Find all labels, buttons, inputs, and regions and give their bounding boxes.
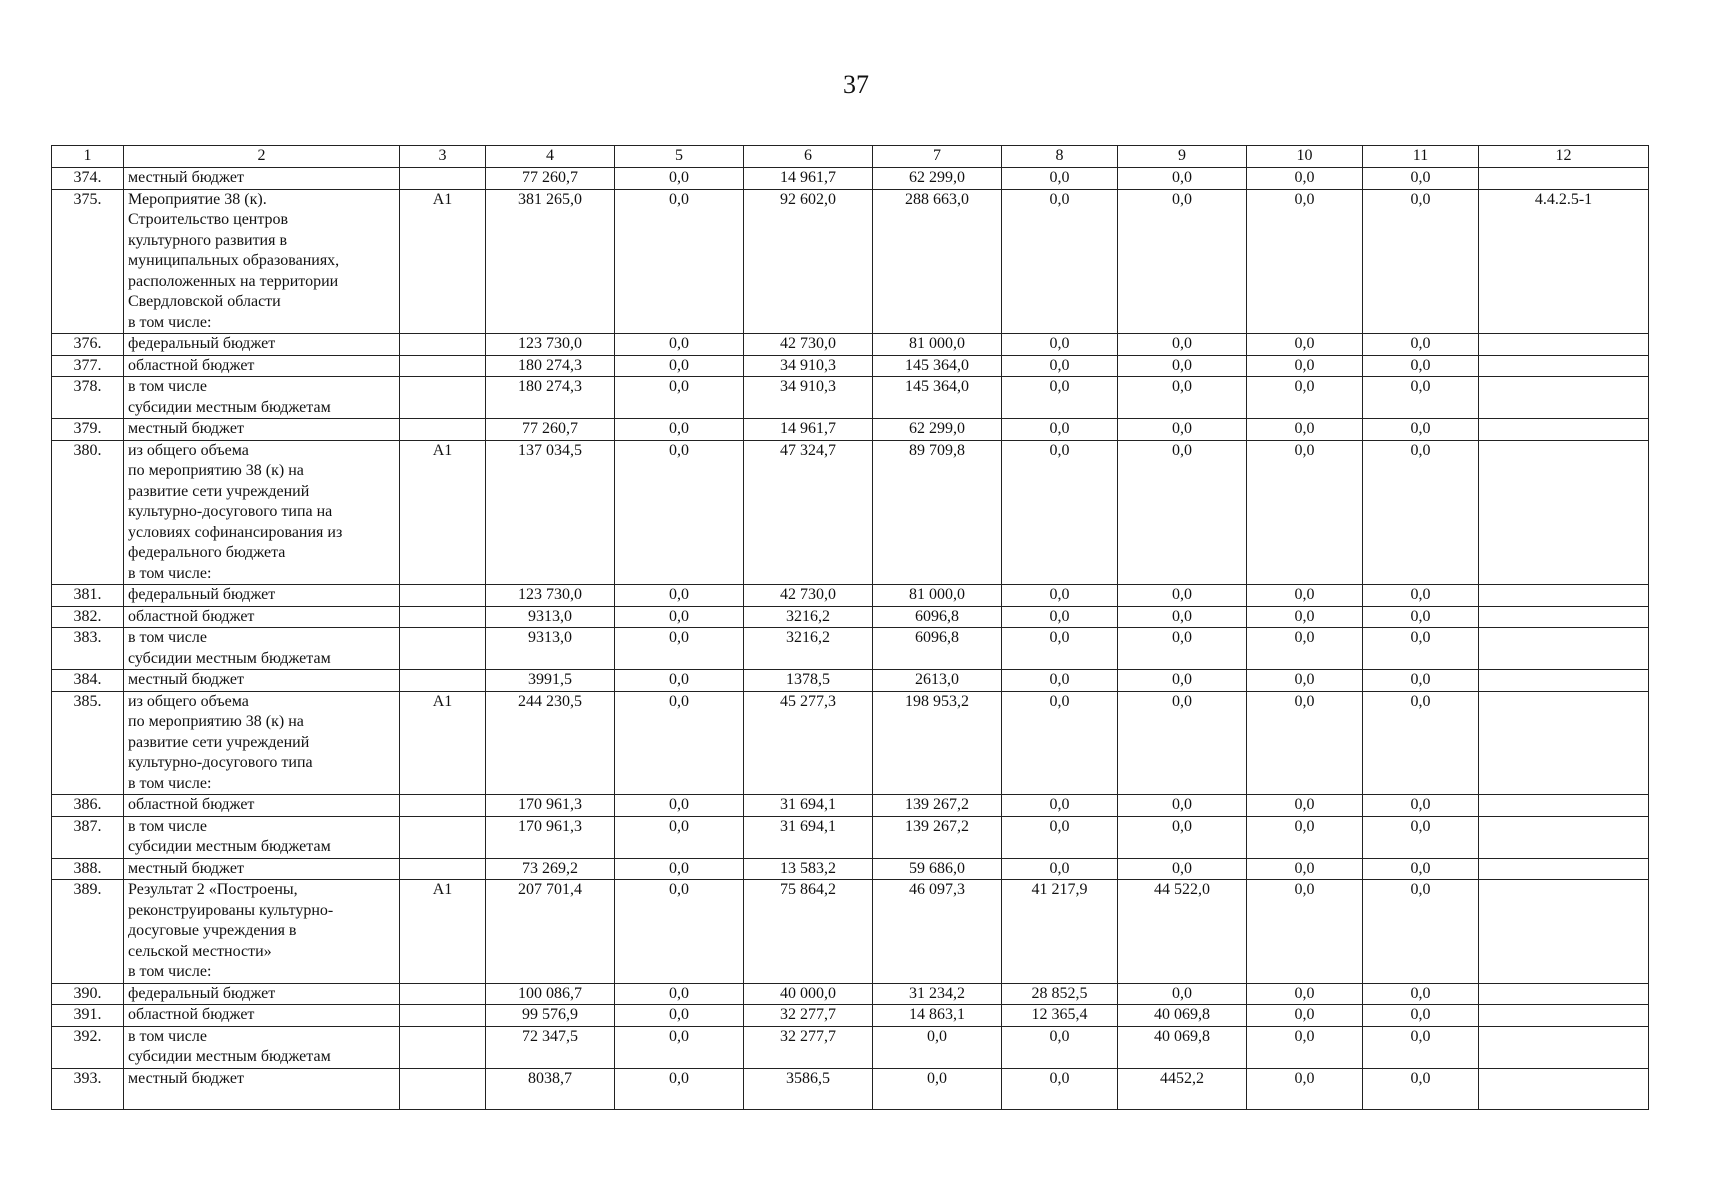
amount-cell: 145 364,0: [873, 355, 1002, 377]
amount-cell: 77 260,7: [486, 168, 615, 190]
item-name-cell: местный бюджет: [124, 168, 400, 190]
amount-cell: 0,0: [1002, 795, 1118, 817]
amount-cell: 0,0: [1247, 168, 1363, 190]
amount-cell: 0,0: [1118, 189, 1247, 334]
target-reference-cell: [1479, 983, 1649, 1005]
row-number-cell: 387.: [52, 816, 124, 858]
item-name-cell: в том числе субсидии местным бюджетам: [124, 816, 400, 858]
amount-cell: 0,0: [1118, 691, 1247, 795]
amount-cell: 31 234,2: [873, 983, 1002, 1005]
amount-cell: 0,0: [615, 419, 744, 441]
row-number-cell: 385.: [52, 691, 124, 795]
column-header: 5: [615, 146, 744, 168]
column-number-row: [52, 146, 1649, 168]
row-number-cell: 382.: [52, 606, 124, 628]
funding-code-cell: А1: [400, 440, 486, 585]
funding-code-cell: А1: [400, 880, 486, 984]
row-number-cell: 393.: [52, 1068, 124, 1109]
item-name-cell: местный бюджет: [124, 1068, 400, 1109]
amount-cell: 0,0: [1363, 691, 1479, 795]
target-reference-cell: [1479, 585, 1649, 607]
amount-cell: 31 694,1: [744, 816, 873, 858]
table-row: [52, 858, 1649, 880]
column-header: 7: [873, 146, 1002, 168]
target-reference-cell: [1479, 419, 1649, 441]
amount-cell: 207 701,4: [486, 880, 615, 984]
amount-cell: 41 217,9: [1002, 880, 1118, 984]
amount-cell: 0,0: [615, 858, 744, 880]
amount-cell: 0,0: [1247, 1026, 1363, 1068]
amount-cell: 381 265,0: [486, 189, 615, 334]
row-number-cell: 391.: [52, 1005, 124, 1027]
amount-cell: 145 364,0: [873, 377, 1002, 419]
amount-cell: 0,0: [1002, 168, 1118, 190]
amount-cell: 0,0: [1002, 189, 1118, 334]
item-name-cell: федеральный бюджет: [124, 334, 400, 356]
amount-cell: 0,0: [615, 1005, 744, 1027]
row-number-cell: 383.: [52, 628, 124, 670]
amount-cell: 0,0: [615, 355, 744, 377]
amount-cell: 13 583,2: [744, 858, 873, 880]
target-reference-cell: [1479, 670, 1649, 692]
amount-cell: 3586,5: [744, 1068, 873, 1109]
table-row: [52, 691, 1649, 795]
amount-cell: 1378,5: [744, 670, 873, 692]
column-header: 4: [486, 146, 615, 168]
row-number-cell: 375.: [52, 189, 124, 334]
item-name-cell: местный бюджет: [124, 419, 400, 441]
column-header: 2: [124, 146, 400, 168]
amount-cell: 0,0: [1363, 795, 1479, 817]
amount-cell: 45 277,3: [744, 691, 873, 795]
row-number-cell: 381.: [52, 585, 124, 607]
amount-cell: 0,0: [1118, 795, 1247, 817]
amount-cell: 73 269,2: [486, 858, 615, 880]
item-name-cell: федеральный бюджет: [124, 983, 400, 1005]
amount-cell: 0,0: [615, 795, 744, 817]
amount-cell: 92 602,0: [744, 189, 873, 334]
column-header: 9: [1118, 146, 1247, 168]
amount-cell: 6096,8: [873, 606, 1002, 628]
amount-cell: 0,0: [1002, 334, 1118, 356]
amount-cell: 0,0: [1118, 858, 1247, 880]
amount-cell: 34 910,3: [744, 355, 873, 377]
amount-cell: 47 324,7: [744, 440, 873, 585]
amount-cell: 139 267,2: [873, 795, 1002, 817]
amount-cell: 0,0: [1363, 419, 1479, 441]
amount-cell: 0,0: [1118, 983, 1247, 1005]
amount-cell: 0,0: [1363, 628, 1479, 670]
target-reference-cell: [1479, 355, 1649, 377]
table-row: [52, 670, 1649, 692]
amount-cell: 0,0: [1247, 1005, 1363, 1027]
amount-cell: 32 277,7: [744, 1005, 873, 1027]
target-reference-cell: [1479, 858, 1649, 880]
amount-cell: 2613,0: [873, 670, 1002, 692]
table-row: [52, 880, 1649, 984]
amount-cell: 0,0: [1118, 168, 1247, 190]
amount-cell: 0,0: [1247, 691, 1363, 795]
row-number-cell: 388.: [52, 858, 124, 880]
amount-cell: 0,0: [615, 377, 744, 419]
amount-cell: 0,0: [1363, 880, 1479, 984]
amount-cell: 62 299,0: [873, 419, 1002, 441]
amount-cell: 0,0: [1247, 334, 1363, 356]
table-row: [52, 440, 1649, 585]
funding-code-cell: [400, 628, 486, 670]
amount-cell: 244 230,5: [486, 691, 615, 795]
column-header: 12: [1479, 146, 1649, 168]
amount-cell: 99 576,9: [486, 1005, 615, 1027]
amount-cell: 81 000,0: [873, 334, 1002, 356]
amount-cell: 12 365,4: [1002, 1005, 1118, 1027]
column-header: 11: [1363, 146, 1479, 168]
amount-cell: 0,0: [1118, 606, 1247, 628]
item-name-cell: в том числе субсидии местным бюджетам: [124, 628, 400, 670]
amount-cell: 0,0: [1363, 858, 1479, 880]
table-row: [52, 1068, 1649, 1109]
funding-code-cell: [400, 1026, 486, 1068]
amount-cell: 170 961,3: [486, 816, 615, 858]
amount-cell: 0,0: [1002, 670, 1118, 692]
amount-cell: 123 730,0: [486, 334, 615, 356]
amount-cell: 100 086,7: [486, 983, 615, 1005]
item-name-cell: областной бюджет: [124, 1005, 400, 1027]
amount-cell: 0,0: [615, 189, 744, 334]
amount-cell: 9313,0: [486, 628, 615, 670]
item-name-cell: местный бюджет: [124, 858, 400, 880]
funding-code-cell: [400, 670, 486, 692]
funding-code-cell: А1: [400, 189, 486, 334]
table-row: [52, 419, 1649, 441]
row-number-cell: 377.: [52, 355, 124, 377]
item-name-cell: местный бюджет: [124, 670, 400, 692]
amount-cell: 0,0: [615, 880, 744, 984]
target-reference-cell: [1479, 1026, 1649, 1068]
amount-cell: 288 663,0: [873, 189, 1002, 334]
funding-code-cell: [400, 419, 486, 441]
page-number: 37: [843, 70, 869, 99]
row-number-cell: 386.: [52, 795, 124, 817]
amount-cell: 0,0: [1247, 606, 1363, 628]
amount-cell: 14 961,7: [744, 419, 873, 441]
amount-cell: 0,0: [1002, 816, 1118, 858]
amount-cell: 0,0: [615, 606, 744, 628]
target-reference-cell: [1479, 816, 1649, 858]
amount-cell: 180 274,3: [486, 355, 615, 377]
amount-cell: 139 267,2: [873, 816, 1002, 858]
budget-table: [51, 145, 1649, 1110]
amount-cell: 0,0: [1363, 816, 1479, 858]
amount-cell: 0,0: [1118, 585, 1247, 607]
amount-cell: 0,0: [1247, 628, 1363, 670]
amount-cell: 0,0: [1118, 440, 1247, 585]
amount-cell: 0,0: [1247, 983, 1363, 1005]
row-number-cell: 392.: [52, 1026, 124, 1068]
column-header: 1: [52, 146, 124, 168]
funding-code-cell: [400, 355, 486, 377]
amount-cell: 42 730,0: [744, 334, 873, 356]
table-row: [52, 816, 1649, 858]
amount-cell: 72 347,5: [486, 1026, 615, 1068]
amount-cell: 0,0: [1247, 585, 1363, 607]
funding-code-cell: [400, 1005, 486, 1027]
target-reference-cell: 4.4.2.5-1: [1479, 189, 1649, 334]
amount-cell: 0,0: [615, 670, 744, 692]
amount-cell: 0,0: [1363, 1005, 1479, 1027]
target-reference-cell: [1479, 334, 1649, 356]
table-row: [52, 334, 1649, 356]
row-number-cell: 378.: [52, 377, 124, 419]
item-name-cell: из общего объема по мероприятию 38 (к) на развитие сети учреждений культурно-досугового типа на условиях софинансирования из федерального бюджета в том числе:: [124, 440, 400, 585]
amount-cell: 0,0: [615, 585, 744, 607]
target-reference-cell: [1479, 377, 1649, 419]
amount-cell: 0,0: [1247, 419, 1363, 441]
funding-code-cell: [400, 1068, 486, 1109]
column-header: 6: [744, 146, 873, 168]
amount-cell: 0,0: [873, 1026, 1002, 1068]
table-body: [52, 168, 1649, 1110]
amount-cell: 0,0: [1247, 377, 1363, 419]
amount-cell: 75 864,2: [744, 880, 873, 984]
amount-cell: 0,0: [1002, 440, 1118, 585]
amount-cell: 0,0: [1002, 606, 1118, 628]
amount-cell: 0,0: [1247, 440, 1363, 585]
amount-cell: 0,0: [873, 1068, 1002, 1109]
amount-cell: 0,0: [1363, 1026, 1479, 1068]
table-row: [52, 377, 1649, 419]
amount-cell: 0,0: [1247, 189, 1363, 334]
amount-cell: 40 000,0: [744, 983, 873, 1005]
amount-cell: 0,0: [1118, 816, 1247, 858]
amount-cell: 28 852,5: [1002, 983, 1118, 1005]
amount-cell: 0,0: [1363, 606, 1479, 628]
amount-cell: 0,0: [1363, 983, 1479, 1005]
amount-cell: 3216,2: [744, 606, 873, 628]
funding-code-cell: [400, 334, 486, 356]
amount-cell: 0,0: [1002, 628, 1118, 670]
amount-cell: 59 686,0: [873, 858, 1002, 880]
table-row: [52, 585, 1649, 607]
amount-cell: 0,0: [1363, 334, 1479, 356]
amount-cell: 44 522,0: [1118, 880, 1247, 984]
amount-cell: 40 069,8: [1118, 1005, 1247, 1027]
amount-cell: 137 034,5: [486, 440, 615, 585]
target-reference-cell: [1479, 1068, 1649, 1109]
funding-code-cell: [400, 377, 486, 419]
amount-cell: 0,0: [1002, 585, 1118, 607]
table-row: [52, 1026, 1649, 1068]
table-row: [52, 983, 1649, 1005]
amount-cell: 3216,2: [744, 628, 873, 670]
amount-cell: 0,0: [1118, 355, 1247, 377]
amount-cell: 0,0: [1002, 858, 1118, 880]
amount-cell: 0,0: [1002, 419, 1118, 441]
amount-cell: 8038,7: [486, 1068, 615, 1109]
item-name-cell: областной бюджет: [124, 355, 400, 377]
item-name-cell: областной бюджет: [124, 606, 400, 628]
table-row: [52, 606, 1649, 628]
row-number-cell: 379.: [52, 419, 124, 441]
amount-cell: 14 863,1: [873, 1005, 1002, 1027]
amount-cell: 31 694,1: [744, 795, 873, 817]
amount-cell: 0,0: [1247, 1068, 1363, 1109]
amount-cell: 0,0: [615, 983, 744, 1005]
amount-cell: 0,0: [1247, 858, 1363, 880]
funding-code-cell: [400, 858, 486, 880]
funding-code-cell: [400, 585, 486, 607]
amount-cell: 0,0: [1118, 334, 1247, 356]
amount-cell: 3991,5: [486, 670, 615, 692]
amount-cell: 0,0: [1118, 628, 1247, 670]
amount-cell: 0,0: [1247, 355, 1363, 377]
table-row: [52, 1005, 1649, 1027]
target-reference-cell: [1479, 880, 1649, 984]
amount-cell: 77 260,7: [486, 419, 615, 441]
amount-cell: 0,0: [615, 1026, 744, 1068]
target-reference-cell: [1479, 795, 1649, 817]
amount-cell: 46 097,3: [873, 880, 1002, 984]
amount-cell: 14 961,7: [744, 168, 873, 190]
column-header: 10: [1247, 146, 1363, 168]
item-name-cell: в том числе субсидии местным бюджетам: [124, 377, 400, 419]
amount-cell: 170 961,3: [486, 795, 615, 817]
target-reference-cell: [1479, 1005, 1649, 1027]
amount-cell: 0,0: [1002, 1026, 1118, 1068]
target-reference-cell: [1479, 440, 1649, 585]
amount-cell: 0,0: [615, 628, 744, 670]
amount-cell: 81 000,0: [873, 585, 1002, 607]
amount-cell: 0,0: [615, 440, 744, 585]
row-number-cell: 389.: [52, 880, 124, 984]
item-name-cell: Мероприятие 38 (к). Строительство центров культурного развития в муниципальных образованиях, расположенных на территории Свердловской области в том числе:: [124, 189, 400, 334]
amount-cell: 123 730,0: [486, 585, 615, 607]
column-header: 8: [1002, 146, 1118, 168]
funding-code-cell: [400, 168, 486, 190]
amount-cell: 0,0: [1002, 377, 1118, 419]
amount-cell: 0,0: [615, 1068, 744, 1109]
funding-code-cell: [400, 983, 486, 1005]
item-name-cell: областной бюджет: [124, 795, 400, 817]
amount-cell: 6096,8: [873, 628, 1002, 670]
amount-cell: 0,0: [1118, 377, 1247, 419]
amount-cell: 0,0: [1247, 816, 1363, 858]
item-name-cell: федеральный бюджет: [124, 585, 400, 607]
amount-cell: 0,0: [1363, 440, 1479, 585]
amount-cell: 0,0: [615, 334, 744, 356]
amount-cell: 0,0: [1118, 670, 1247, 692]
amount-cell: 0,0: [1363, 585, 1479, 607]
amount-cell: 0,0: [1363, 1068, 1479, 1109]
funding-code-cell: А1: [400, 691, 486, 795]
amount-cell: 0,0: [1118, 419, 1247, 441]
amount-cell: 0,0: [1247, 670, 1363, 692]
amount-cell: 0,0: [615, 691, 744, 795]
amount-cell: 4452,2: [1118, 1068, 1247, 1109]
amount-cell: 0,0: [1247, 880, 1363, 984]
amount-cell: 89 709,8: [873, 440, 1002, 585]
amount-cell: 0,0: [1002, 1068, 1118, 1109]
amount-cell: 0,0: [1363, 168, 1479, 190]
item-name-cell: из общего объема по мероприятию 38 (к) на развитие сети учреждений культурно-досугового типа в том числе:: [124, 691, 400, 795]
amount-cell: 42 730,0: [744, 585, 873, 607]
funding-code-cell: [400, 795, 486, 817]
amount-cell: 0,0: [615, 816, 744, 858]
table-row: [52, 628, 1649, 670]
funding-code-cell: [400, 816, 486, 858]
row-number-cell: 380.: [52, 440, 124, 585]
amount-cell: 0,0: [1247, 795, 1363, 817]
table-row: [52, 355, 1649, 377]
amount-cell: 180 274,3: [486, 377, 615, 419]
funding-code-cell: [400, 606, 486, 628]
amount-cell: 0,0: [615, 168, 744, 190]
row-number-cell: 374.: [52, 168, 124, 190]
amount-cell: 9313,0: [486, 606, 615, 628]
column-header: 3: [400, 146, 486, 168]
item-name-cell: в том числе субсидии местным бюджетам: [124, 1026, 400, 1068]
amount-cell: 32 277,7: [744, 1026, 873, 1068]
target-reference-cell: [1479, 606, 1649, 628]
target-reference-cell: [1479, 628, 1649, 670]
table-row: [52, 189, 1649, 334]
target-reference-cell: [1479, 691, 1649, 795]
table-row: [52, 168, 1649, 190]
amount-cell: 34 910,3: [744, 377, 873, 419]
row-number-cell: 384.: [52, 670, 124, 692]
target-reference-cell: [1479, 168, 1649, 190]
amount-cell: 0,0: [1363, 189, 1479, 334]
amount-cell: 0,0: [1363, 355, 1479, 377]
item-name-cell: Результат 2 «Построены, реконструированы культурно- досуговые учреждения в сельской местности» в том числе:: [124, 880, 400, 984]
row-number-cell: 390.: [52, 983, 124, 1005]
amount-cell: 0,0: [1363, 670, 1479, 692]
row-number-cell: 376.: [52, 334, 124, 356]
amount-cell: 40 069,8: [1118, 1026, 1247, 1068]
amount-cell: 198 953,2: [873, 691, 1002, 795]
amount-cell: 0,0: [1002, 691, 1118, 795]
amount-cell: 62 299,0: [873, 168, 1002, 190]
table-row: [52, 795, 1649, 817]
amount-cell: 0,0: [1363, 377, 1479, 419]
amount-cell: 0,0: [1002, 355, 1118, 377]
